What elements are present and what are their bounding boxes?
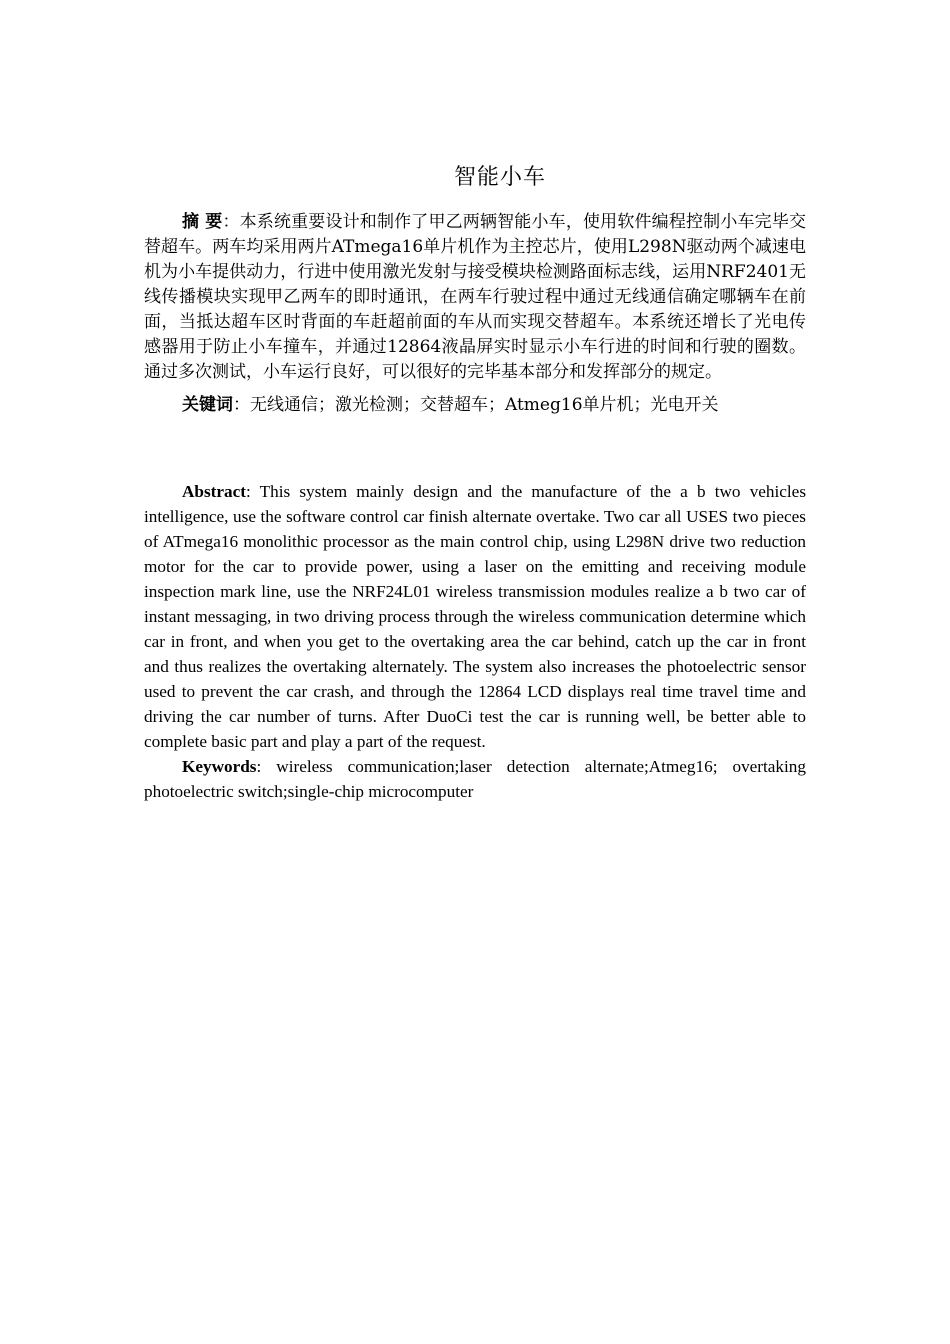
english-abstract-label: Abstract: [182, 482, 246, 501]
chinese-keywords-text: 无线通信；激光检测；交替超车；Atmeg16单片机；光电开关: [250, 395, 719, 415]
chinese-abstract-section: [144, 210, 806, 418]
english-keywords-paragraph: [144, 754, 806, 804]
english-keywords-separator: :: [256, 757, 277, 776]
chinese-abstract-text: 本系统重要设计和制作了甲乙两辆智能小车，使用软件编程控制小车完毕交替超车。两车均采用两片ATmega16单片机作为主控芯片，使用L298N驱动两个减速电机为小车提供动力，行进中使用激光发射与接受模块检测路面标志线，运用NRF2401无线传播模块实现甲乙两车的即时通讯，在两车行驶过程中通过无线通信确定哪辆车在前面，当抵达超车区时背面的车赶超前面的车从而实现交替超车。本系统还增长了光电传感器用于防止小车撞车，并通过12864液晶屏实时显示小车行进的时间和行驶的圈数。通过多次测试，小车运行良好，可以很好的完毕基本部分和发挥部分的规定。: [144, 212, 807, 382]
chinese-abstract-label: 摘 要: [182, 212, 223, 232]
english-abstract-section: [144, 479, 806, 804]
english-abstract-text: This system mainly design and the manufacture of the a b two vehicles intelligence, use the software control car finish alternate overtake. Two car all USES two pieces of ATmega16 monolithic processor as the main control chip, using L298N drive two reduction motor for the car to provide power, using a laser on the emitting and receiving module inspection mark line, use the NRF24L01 wireless transmission modules realize a b two car of instant messaging, in two driving process through the wireless communication determine which car in front, and when you get to the overtaking area the car behind, catch up the car in front and thus realizes the overtaking alternately. The system also increases the photoelectric sensor used to prevent the car crash, and through the 12864 LCD displays real time travel time and driving the car number of turns. After DuoCi test the car is running well, be better able to complete basic part and play a part of the request.: [144, 482, 807, 751]
chinese-keywords-paragraph: [144, 393, 806, 418]
chinese-keywords-label: 关键词: [182, 395, 233, 415]
chinese-keywords-separator: ：: [233, 395, 250, 415]
english-abstract-paragraph: [144, 479, 806, 754]
english-keywords-text: wireless communication;laser detection alternate;Atmeg16; overtaking photoelectric switch;single-chip microcomputer: [144, 757, 806, 801]
chinese-abstract-separator: ：: [222, 212, 240, 232]
chinese-abstract-paragraph: [144, 210, 806, 385]
document-title: 智能小车: [453, 165, 546, 190]
english-abstract-separator: :: [245, 482, 260, 501]
english-keywords-label: Keywords: [182, 757, 257, 776]
